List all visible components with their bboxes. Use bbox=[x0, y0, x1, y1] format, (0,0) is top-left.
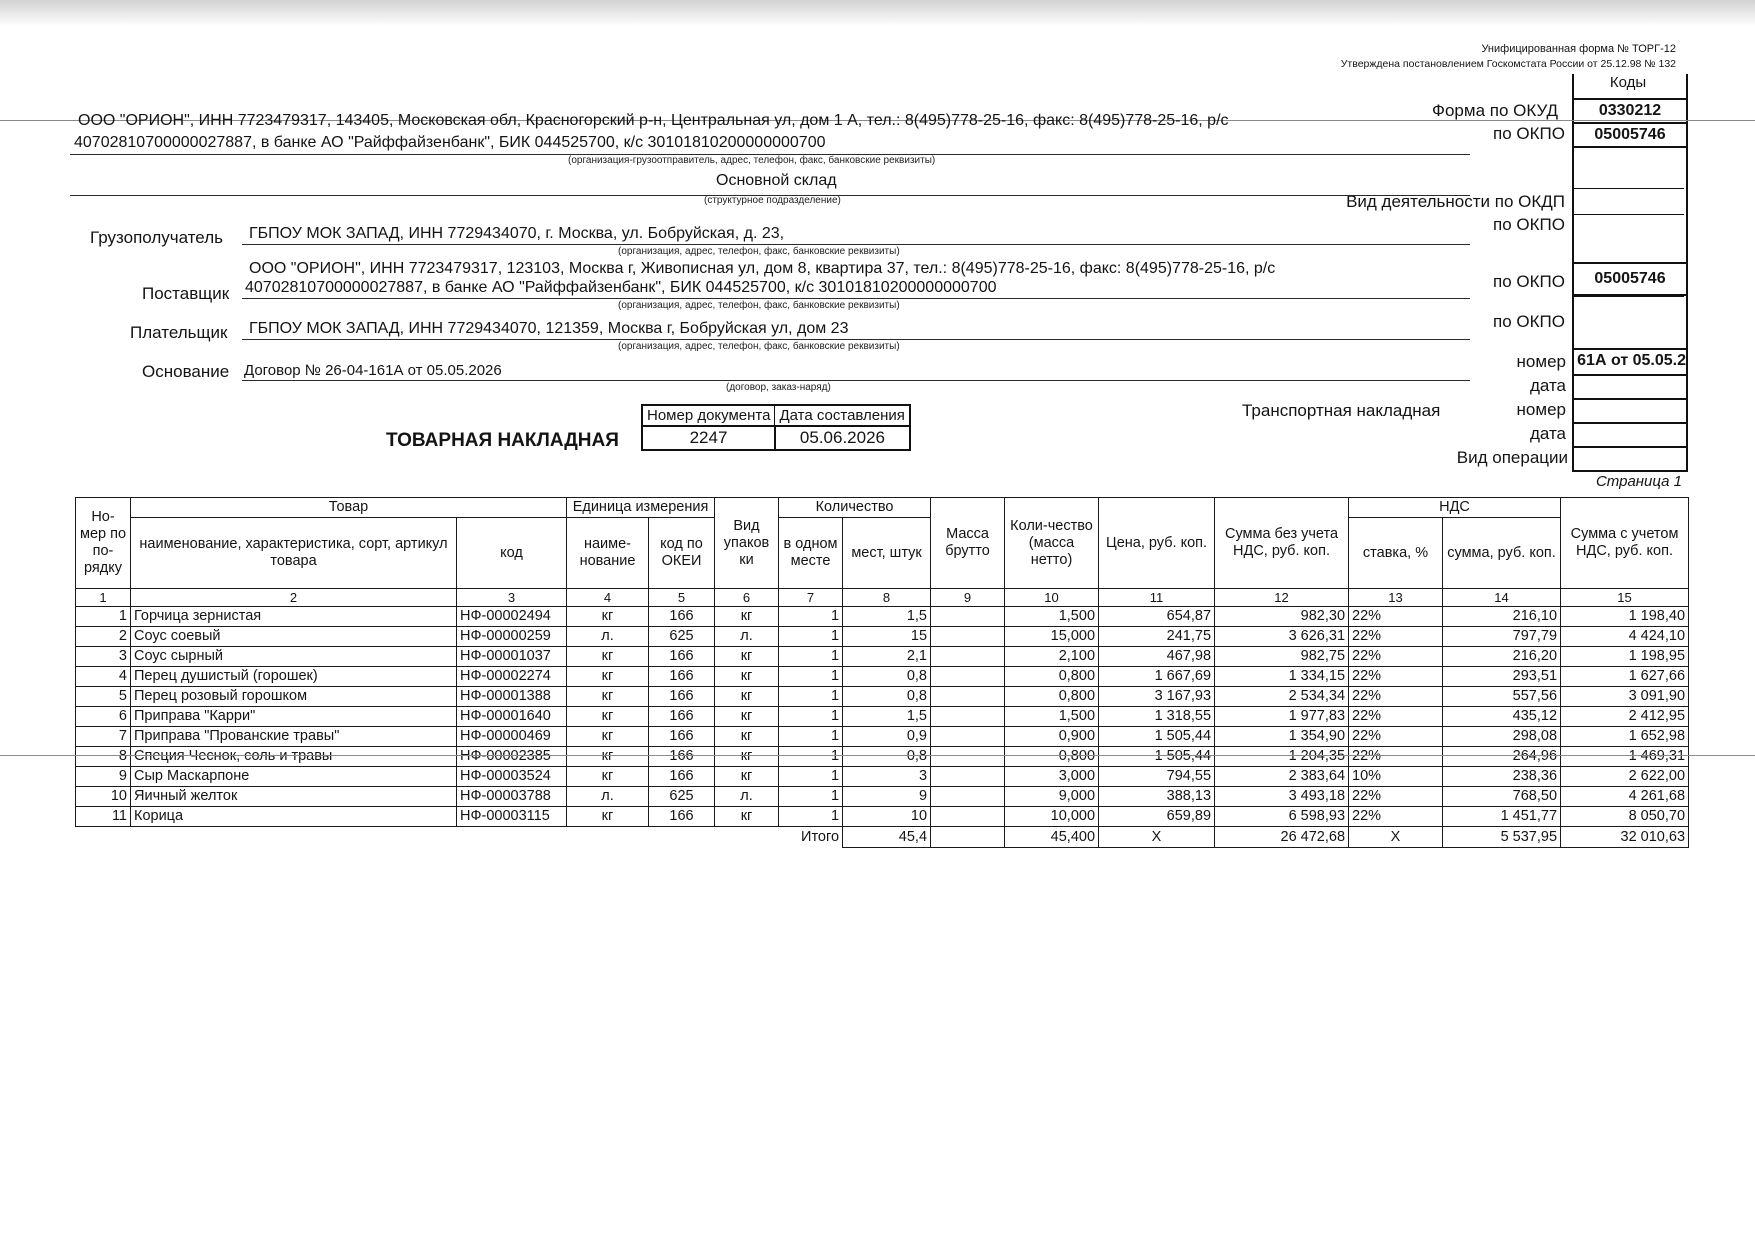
th-goods-code: код bbox=[457, 518, 567, 589]
row-vat-sum: 797,79 bbox=[1443, 627, 1561, 647]
row-qty-one: 1 bbox=[779, 767, 843, 787]
col-num: 6 bbox=[715, 589, 779, 607]
row-pack: кг bbox=[715, 647, 779, 667]
row-qty-places: 0,8 bbox=[843, 687, 931, 707]
row-name: Сыр Маскарпоне bbox=[131, 767, 457, 787]
row-vat-rate: 22% bbox=[1349, 707, 1443, 727]
row-vat-sum: 768,50 bbox=[1443, 787, 1561, 807]
goods-table-body bbox=[76, 607, 1689, 827]
row-number: 10 bbox=[76, 787, 131, 807]
row-okei: 166 bbox=[649, 607, 715, 627]
row-okei: 166 bbox=[649, 767, 715, 787]
col-num: 13 bbox=[1349, 589, 1443, 607]
row-okei: 166 bbox=[649, 687, 715, 707]
row-qty-places: 0,9 bbox=[843, 727, 931, 747]
row-vat-rate: 22% bbox=[1349, 687, 1443, 707]
row-name: Перец душистый (горошек) bbox=[131, 667, 457, 687]
column-numbers-row bbox=[76, 589, 1689, 607]
row-price: 388,13 bbox=[1099, 787, 1215, 807]
row-okei: 166 bbox=[649, 647, 715, 667]
row-unit: кг bbox=[567, 687, 649, 707]
col-num: 8 bbox=[843, 589, 931, 607]
row-total: 4 261,68 bbox=[1561, 787, 1689, 807]
row-name: Приправа "Прованские травы" bbox=[131, 727, 457, 747]
col-num: 2 bbox=[131, 589, 457, 607]
row-vat-sum: 298,08 bbox=[1443, 727, 1561, 747]
row-qty-places: 2,1 bbox=[843, 647, 931, 667]
okdp-code bbox=[1572, 188, 1684, 213]
okdp-label: Вид деятельности по ОКДП bbox=[1346, 192, 1565, 211]
basis-date-code bbox=[1572, 374, 1684, 397]
totals-vat-rate: X bbox=[1349, 827, 1443, 848]
row-name: Соус соевый bbox=[131, 627, 457, 647]
row-price: 3 167,93 bbox=[1099, 687, 1215, 707]
row-price: 794,55 bbox=[1099, 767, 1215, 787]
col-num: 1 bbox=[76, 589, 131, 607]
row-name: Горчица зернистая bbox=[131, 607, 457, 627]
row-net: 1,500 bbox=[1005, 607, 1099, 627]
row-code: НФ-00002274 bbox=[457, 667, 567, 687]
row-price: 467,98 bbox=[1099, 647, 1215, 667]
unified-form-label: Унифицированная форма № ТОРГ-12 bbox=[1481, 43, 1676, 55]
supplier-label: Поставщик bbox=[142, 284, 230, 303]
table-row bbox=[76, 707, 1689, 727]
th-unit-okei: код по ОКЕИ bbox=[649, 518, 715, 589]
th-unit-name: наиме-нование bbox=[567, 518, 649, 589]
row-vat-rate: 22% bbox=[1349, 667, 1443, 687]
row-pack: кг bbox=[715, 767, 779, 787]
row-sum-novat: 1 334,15 bbox=[1215, 667, 1349, 687]
row-vat-sum: 238,36 bbox=[1443, 767, 1561, 787]
row-qty-places: 15 bbox=[843, 627, 931, 647]
row-gross bbox=[931, 627, 1005, 647]
row-sum-novat: 2 534,34 bbox=[1215, 687, 1349, 707]
th-unit: Единица измерения bbox=[567, 498, 715, 518]
row-gross bbox=[931, 727, 1005, 747]
row-total: 2 622,00 bbox=[1561, 767, 1689, 787]
consignee-underline bbox=[242, 244, 1470, 245]
department-caption: (структурное подразделение) bbox=[704, 195, 841, 206]
row-total: 8 050,70 bbox=[1561, 807, 1689, 827]
doc-date-header: Дата составления bbox=[775, 405, 910, 426]
row-vat-rate: 22% bbox=[1349, 787, 1443, 807]
row-number: 7 bbox=[76, 727, 131, 747]
table-row bbox=[76, 687, 1689, 707]
row-okei: 166 bbox=[649, 667, 715, 687]
row-code: НФ-00003524 bbox=[457, 767, 567, 787]
operation-code bbox=[1572, 446, 1688, 472]
row-qty-places: 10 bbox=[843, 807, 931, 827]
supplier-underline bbox=[242, 298, 1470, 299]
th-price: Цена, руб. коп. bbox=[1099, 498, 1215, 589]
row-gross bbox=[931, 707, 1005, 727]
row-gross bbox=[931, 787, 1005, 807]
row-number: 1 bbox=[76, 607, 131, 627]
row-code: НФ-00003788 bbox=[457, 787, 567, 807]
row-okei: 166 bbox=[649, 707, 715, 727]
row-vat-rate: 22% bbox=[1349, 747, 1443, 767]
row-number: 8 bbox=[76, 747, 131, 767]
row-code: НФ-00001640 bbox=[457, 707, 567, 727]
row-sum-novat: 1 354,90 bbox=[1215, 727, 1349, 747]
row-qty-places: 1,5 bbox=[843, 607, 931, 627]
okud-code: 0330212 bbox=[1572, 98, 1688, 124]
row-sum-novat: 3 493,18 bbox=[1215, 787, 1349, 807]
totals-net: 45,400 bbox=[1005, 827, 1099, 848]
row-total: 4 424,10 bbox=[1561, 627, 1689, 647]
payer-okpo-label: по ОКПО bbox=[1493, 312, 1565, 331]
row-vat-sum: 264,96 bbox=[1443, 747, 1561, 767]
shipper-caption: (организация-грузоотправитель, адрес, телефон, факс, банковские реквизиты) bbox=[568, 155, 936, 166]
transport-number-code bbox=[1572, 398, 1688, 424]
row-unit: кг bbox=[567, 647, 649, 667]
okud-label: Форма по ОКУД bbox=[1432, 101, 1558, 120]
table-row bbox=[76, 807, 1689, 827]
row-gross bbox=[931, 647, 1005, 667]
row-unit: кг bbox=[567, 727, 649, 747]
row-code: НФ-00003115 bbox=[457, 807, 567, 827]
payer-underline bbox=[242, 339, 1470, 340]
totals-total: 32 010,63 bbox=[1561, 827, 1689, 848]
row-okei: 166 bbox=[649, 727, 715, 747]
col-num: 14 bbox=[1443, 589, 1561, 607]
approval-note: Утверждена постановлением Госкомстата России от 25.12.98 № 132 bbox=[1340, 58, 1676, 70]
row-qty-places: 1,5 bbox=[843, 707, 931, 727]
row-code: НФ-00001388 bbox=[457, 687, 567, 707]
table-row bbox=[76, 747, 1689, 767]
row-net: 0,800 bbox=[1005, 687, 1099, 707]
basis-underline bbox=[242, 380, 1470, 381]
row-gross bbox=[931, 687, 1005, 707]
row-vat-sum: 293,51 bbox=[1443, 667, 1561, 687]
row-total: 1 627,66 bbox=[1561, 667, 1689, 687]
row-name: Яичный желток bbox=[131, 787, 457, 807]
row-qty-one: 1 bbox=[779, 607, 843, 627]
page-label: Страница 1 bbox=[1595, 473, 1682, 490]
row-net: 0,900 bbox=[1005, 727, 1099, 747]
row-unit: кг bbox=[567, 767, 649, 787]
row-qty-one: 1 bbox=[779, 667, 843, 687]
row-net: 9,000 bbox=[1005, 787, 1099, 807]
row-number: 3 bbox=[76, 647, 131, 667]
table-row bbox=[76, 667, 1689, 687]
row-gross bbox=[931, 747, 1005, 767]
row-qty-one: 1 bbox=[779, 707, 843, 727]
row-sum-novat: 1 977,83 bbox=[1215, 707, 1349, 727]
scan-line-2 bbox=[0, 755, 1755, 756]
row-net: 10,000 bbox=[1005, 807, 1099, 827]
totals-row bbox=[76, 827, 1689, 848]
row-qty-places: 0,8 bbox=[843, 747, 931, 767]
shipper-line-2: 40702810700000027887, в банке АО "Райффайзенбанк", БИК 044525700, к/с 30101810200000000700 bbox=[74, 134, 826, 151]
row-sum-novat: 2 383,64 bbox=[1215, 767, 1349, 787]
goods-table bbox=[75, 497, 1689, 848]
supplier-okpo-label: по ОКПО bbox=[1493, 272, 1565, 291]
row-price: 1 667,69 bbox=[1099, 667, 1215, 687]
row-sum-novat: 982,75 bbox=[1215, 647, 1349, 667]
row-price: 1 505,44 bbox=[1099, 727, 1215, 747]
consignee-okpo-code bbox=[1572, 214, 1684, 259]
basis-value: Договор № 26-04-161А от 05.05.2026 bbox=[244, 362, 502, 379]
col-num: 9 bbox=[931, 589, 1005, 607]
row-total: 1 652,98 bbox=[1561, 727, 1689, 747]
row-qty-places: 3 bbox=[843, 767, 931, 787]
row-price: 1 318,55 bbox=[1099, 707, 1215, 727]
document-title: ТОВАРНАЯ НАКЛАДНАЯ bbox=[386, 430, 619, 451]
payer-okpo-code bbox=[1572, 296, 1684, 337]
col-num: 3 bbox=[457, 589, 567, 607]
th-net: Коли-чество (масса нетто) bbox=[1005, 498, 1099, 589]
row-qty-one: 1 bbox=[779, 747, 843, 767]
transport-label: Транспортная накладная bbox=[1242, 401, 1441, 420]
doc-number-value: 2247 bbox=[642, 426, 775, 450]
row-number: 9 bbox=[76, 767, 131, 787]
row-total: 3 091,90 bbox=[1561, 687, 1689, 707]
th-vat: НДС bbox=[1349, 498, 1561, 518]
th-number: Но-мер по по-рядку bbox=[76, 498, 131, 589]
th-quantity: Количество bbox=[779, 498, 931, 518]
row-sum-novat: 1 204,35 bbox=[1215, 747, 1349, 767]
th-vat-rate: ставка, % bbox=[1349, 518, 1443, 589]
transport-number-label: номер bbox=[1516, 400, 1566, 419]
scan-top-shade bbox=[0, 0, 1755, 26]
basis-label: Основание bbox=[142, 362, 230, 381]
row-net: 1,500 bbox=[1005, 707, 1099, 727]
th-total: Сумма с учетом НДС, руб. коп. bbox=[1561, 498, 1689, 589]
row-vat-rate: 22% bbox=[1349, 807, 1443, 827]
row-code: НФ-00000259 bbox=[457, 627, 567, 647]
table-row bbox=[76, 607, 1689, 627]
department-value: Основной склад bbox=[716, 172, 837, 189]
row-pack: кг bbox=[715, 687, 779, 707]
row-okei: 625 bbox=[649, 627, 715, 647]
supplier-okpo-code: 05005746 bbox=[1572, 262, 1688, 296]
consignee-okpo-label: по ОКПО bbox=[1493, 215, 1565, 234]
operation-label: Вид операции bbox=[1456, 448, 1568, 467]
basis-number-code bbox=[1572, 348, 1688, 376]
col-num: 11 bbox=[1099, 589, 1215, 607]
row-vat-sum: 216,20 bbox=[1443, 647, 1561, 667]
th-goods-name: наименование, характеристика, сорт, артикул товара bbox=[131, 518, 457, 589]
row-qty-places: 9 bbox=[843, 787, 931, 807]
row-net: 3,000 bbox=[1005, 767, 1099, 787]
col-num: 12 bbox=[1215, 589, 1349, 607]
row-unit: кг bbox=[567, 807, 649, 827]
row-vat-sum: 216,10 bbox=[1443, 607, 1561, 627]
consignee-label: Грузополучатель bbox=[90, 228, 223, 247]
row-price: 1 505,44 bbox=[1099, 747, 1215, 767]
row-pack: кг bbox=[715, 747, 779, 767]
row-vat-sum: 557,56 bbox=[1443, 687, 1561, 707]
totals-price: X bbox=[1099, 827, 1215, 848]
row-net: 2,100 bbox=[1005, 647, 1099, 667]
th-vat-sum: сумма, руб. коп. bbox=[1443, 518, 1561, 589]
row-pack: кг bbox=[715, 707, 779, 727]
row-code: НФ-00000469 bbox=[457, 727, 567, 747]
th-goods: Товар bbox=[131, 498, 567, 518]
row-okei: 625 bbox=[649, 787, 715, 807]
row-net: 15,000 bbox=[1005, 627, 1099, 647]
codes-header: Коды bbox=[1609, 74, 1647, 91]
row-name: Приправа "Карри" bbox=[131, 707, 457, 727]
document-number-table bbox=[641, 404, 911, 451]
row-number: 5 bbox=[76, 687, 131, 707]
okpo-code: 05005746 bbox=[1572, 122, 1688, 148]
row-unit: кг bbox=[567, 607, 649, 627]
row-number: 4 bbox=[76, 667, 131, 687]
row-number: 11 bbox=[76, 807, 131, 827]
basis-number-label: номер bbox=[1516, 352, 1566, 371]
payer-value: ГБПОУ МОК ЗАПАД, ИНН 7729434070, 121359, Москва г, Бобруйская ул, дом 23 bbox=[249, 320, 849, 337]
row-price: 659,89 bbox=[1099, 807, 1215, 827]
row-vat-rate: 22% bbox=[1349, 627, 1443, 647]
row-qty-one: 1 bbox=[779, 807, 843, 827]
row-total: 1 469,31 bbox=[1561, 747, 1689, 767]
row-gross bbox=[931, 667, 1005, 687]
transport-date-code bbox=[1572, 422, 1684, 445]
shipper-line-1: ООО "ОРИОН", ИНН 7723479317, 143405, Московская обл, Красногорский р-н, Центральная ул, дом 1 А, тел.: 8(495)778-25-16, факс: 8(495)778-25-16, р/с bbox=[78, 112, 1229, 129]
row-total: 1 198,40 bbox=[1561, 607, 1689, 627]
row-code: НФ-00001037 bbox=[457, 647, 567, 667]
row-unit: кг bbox=[567, 707, 649, 727]
row-pack: кг bbox=[715, 667, 779, 687]
th-qty-one: в одном месте bbox=[779, 518, 843, 589]
col-num: 4 bbox=[567, 589, 649, 607]
basis-caption: (договор, заказ-наряд) bbox=[726, 382, 831, 393]
row-vat-rate: 10% bbox=[1349, 767, 1443, 787]
payer-caption: (организация, адрес, телефон, факс, банковские реквизиты) bbox=[618, 341, 900, 352]
col-num: 5 bbox=[649, 589, 715, 607]
row-code: НФ-00002385 bbox=[457, 747, 567, 767]
row-price: 654,87 bbox=[1099, 607, 1215, 627]
row-qty-one: 1 bbox=[779, 647, 843, 667]
row-price: 241,75 bbox=[1099, 627, 1215, 647]
col-num: 15 bbox=[1561, 589, 1689, 607]
row-qty-places: 0,8 bbox=[843, 667, 931, 687]
th-gross: Масса брутто bbox=[931, 498, 1005, 589]
row-okei: 166 bbox=[649, 807, 715, 827]
row-sum-novat: 3 626,31 bbox=[1215, 627, 1349, 647]
row-qty-one: 1 bbox=[779, 627, 843, 647]
row-code: НФ-00002494 bbox=[457, 607, 567, 627]
totals-label: Итого bbox=[801, 829, 840, 845]
row-unit: л. bbox=[567, 787, 649, 807]
basis-date-label: дата bbox=[1529, 376, 1566, 395]
row-sum-novat: 6 598,93 bbox=[1215, 807, 1349, 827]
row-pack: л. bbox=[715, 627, 779, 647]
consignee-value: ГБПОУ МОК ЗАПАД, ИНН 7729434070, г. Москва, ул. Бобруйская, д. 23, bbox=[249, 225, 785, 242]
row-net: 0,800 bbox=[1005, 667, 1099, 687]
table-row bbox=[76, 647, 1689, 667]
row-number: 6 bbox=[76, 707, 131, 727]
row-vat-rate: 22% bbox=[1349, 647, 1443, 667]
row-pack: кг bbox=[715, 607, 779, 627]
th-qty-places: мест, штук bbox=[843, 518, 931, 589]
row-sum-novat: 982,30 bbox=[1215, 607, 1349, 627]
table-row bbox=[76, 787, 1689, 807]
row-name: Специя Чеснок, соль и травы bbox=[131, 747, 457, 767]
row-gross bbox=[931, 607, 1005, 627]
totals-vat-sum: 5 537,95 bbox=[1443, 827, 1561, 848]
doc-number-header: Номер документа bbox=[642, 405, 775, 426]
row-unit: л. bbox=[567, 627, 649, 647]
row-pack: л. bbox=[715, 787, 779, 807]
row-pack: кг bbox=[715, 727, 779, 747]
supplier-line-1: ООО "ОРИОН", ИНН 7723479317, 123103, Москва г, Живописная ул, дом 8, квартира 37, тел.: 8(495)778-25-16, факс: 8(495)778-25-16, р/с bbox=[249, 260, 1276, 277]
table-row bbox=[76, 767, 1689, 787]
supplier-line-2: 40702810700000027887, в банке АО "Райффайзенбанк", БИК 044525700, к/с 30101810200000000700 bbox=[245, 279, 997, 296]
totals-sum-novat: 26 472,68 bbox=[1215, 827, 1349, 848]
row-unit: кг bbox=[567, 747, 649, 767]
row-okei: 166 bbox=[649, 747, 715, 767]
transport-date-label: дата bbox=[1529, 424, 1566, 443]
payer-label: Плательщик bbox=[130, 323, 228, 342]
row-vat-rate: 22% bbox=[1349, 727, 1443, 747]
row-number: 2 bbox=[76, 627, 131, 647]
row-pack: кг bbox=[715, 807, 779, 827]
code-empty-1 bbox=[1572, 146, 1684, 187]
consignee-caption: (организация, адрес, телефон, факс, банковские реквизиты) bbox=[618, 246, 900, 257]
totals-gross bbox=[931, 827, 1005, 848]
row-gross bbox=[931, 807, 1005, 827]
row-vat-sum: 1 451,77 bbox=[1443, 807, 1561, 827]
row-unit: кг bbox=[567, 667, 649, 687]
row-qty-one: 1 bbox=[779, 727, 843, 747]
doc-date-value: 05.06.2026 bbox=[775, 426, 910, 450]
row-gross bbox=[931, 767, 1005, 787]
table-row bbox=[76, 727, 1689, 747]
row-total: 2 412,95 bbox=[1561, 707, 1689, 727]
row-vat-sum: 435,12 bbox=[1443, 707, 1561, 727]
col-num: 7 bbox=[779, 589, 843, 607]
col-num: 10 bbox=[1005, 589, 1099, 607]
basis-number-value: 61А от 05.05.2 bbox=[1577, 352, 1686, 369]
row-name: Соус сырный bbox=[131, 647, 457, 667]
th-pack: Вид упаков ки bbox=[715, 498, 779, 589]
row-total: 1 198,95 bbox=[1561, 647, 1689, 667]
row-net: 0,800 bbox=[1005, 747, 1099, 767]
row-qty-one: 1 bbox=[779, 787, 843, 807]
totals-places: 45,4 bbox=[843, 827, 931, 848]
table-row bbox=[76, 627, 1689, 647]
row-name: Перец розовый горошком bbox=[131, 687, 457, 707]
row-qty-one: 1 bbox=[779, 687, 843, 707]
row-name: Корица bbox=[131, 807, 457, 827]
okpo-label: по ОКПО bbox=[1493, 124, 1565, 143]
supplier-caption: (организация, адрес, телефон, факс, банковские реквизиты) bbox=[618, 300, 900, 311]
th-sum-novat: Сумма без учета НДС, руб. коп. bbox=[1215, 498, 1349, 589]
row-vat-rate: 22% bbox=[1349, 607, 1443, 627]
